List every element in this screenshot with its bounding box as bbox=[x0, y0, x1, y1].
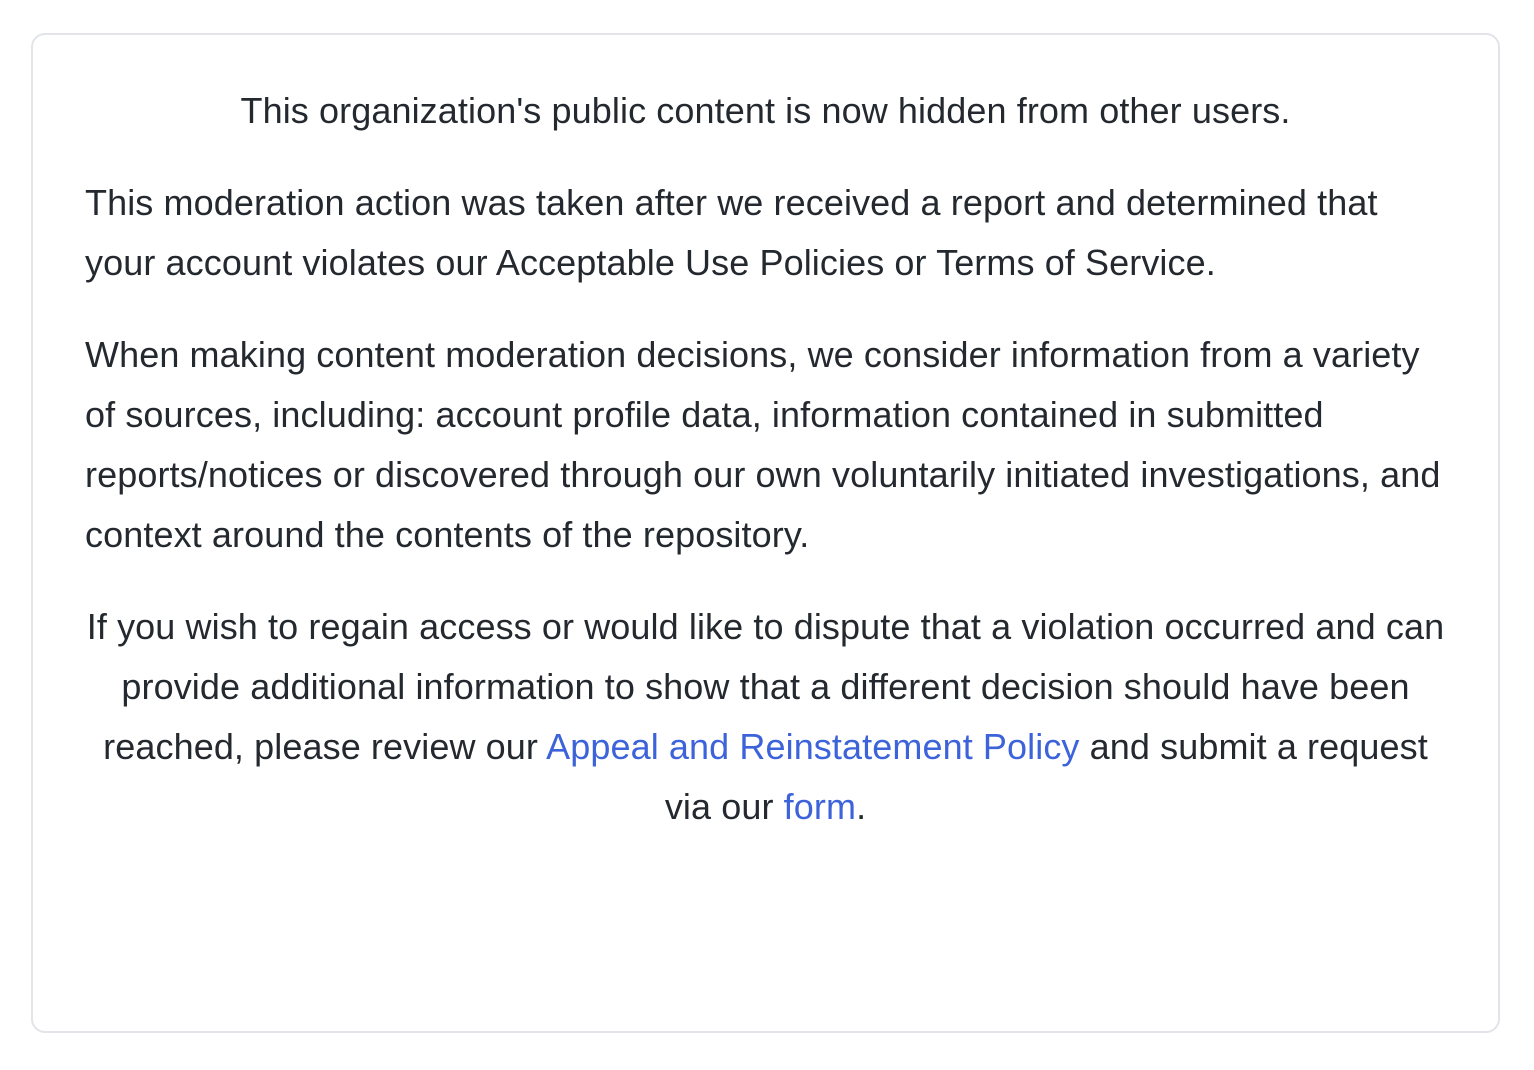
moderation-notice-card bbox=[31, 33, 1500, 1033]
appeal-text-lead: If you wish to regain access or would like to dispute that a violation occurred and can provide additional information to show that a different decision should have been reached, please review our bbox=[86, 606, 1445, 767]
appeal-form-link[interactable]: form bbox=[783, 786, 857, 827]
appeal-policy-link[interactable]: Appeal and Reinstatement Policy bbox=[546, 726, 1080, 767]
notice-headline: This organization's public content is now hidden from other users. bbox=[240, 90, 1291, 131]
appeal-paragraph bbox=[85, 597, 1446, 837]
decision-sources-paragraph: When making content moderation decisions, we consider information from a variety of sources, including: account profile data, information contained in submitted reports/notices or discovered through our own voluntarily initiated investigations, and context around the contents of the repository. bbox=[85, 334, 1441, 555]
moderation-action-paragraph: This moderation action was taken after we received a report and determined that your account violates our Acceptable Use Policies or Terms of Service. bbox=[85, 182, 1378, 283]
appeal-text-end: . bbox=[856, 786, 867, 827]
appeal-text-middle: and submit a request via our bbox=[664, 726, 1428, 827]
